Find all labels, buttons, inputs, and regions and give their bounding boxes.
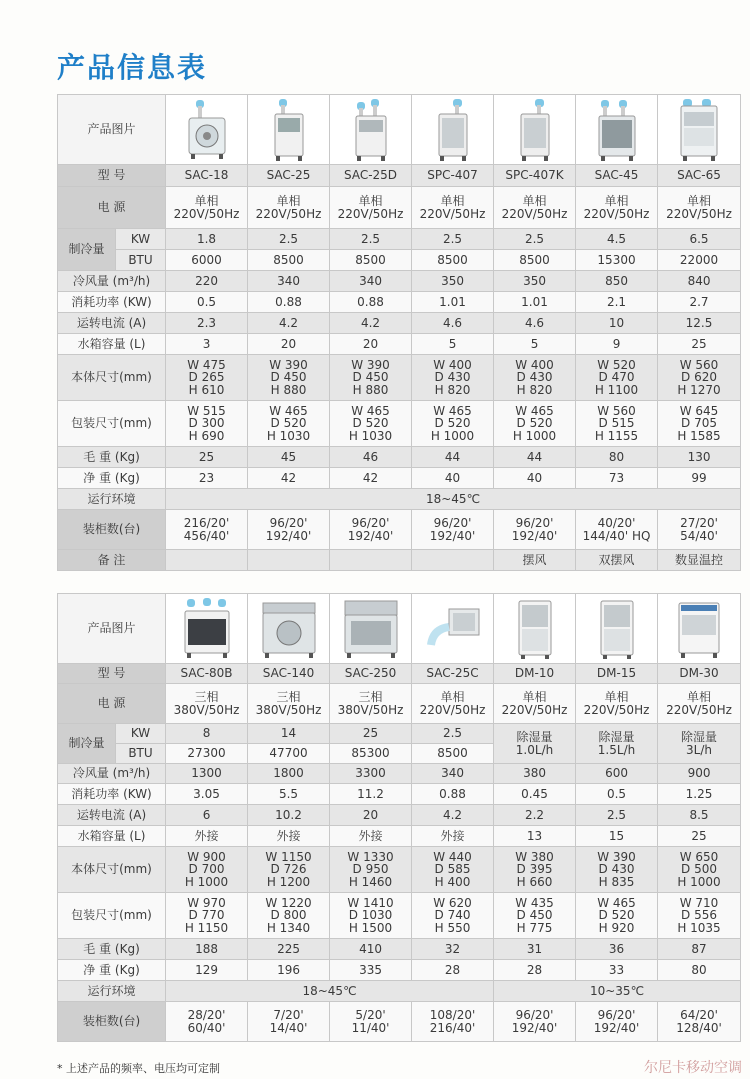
remark-cell: 摆风	[494, 550, 576, 571]
gross-weight-cell: 25	[166, 447, 248, 468]
btu-cell: 22000	[658, 250, 741, 271]
power-cell: 单相 220V/50Hz	[576, 684, 658, 724]
model-cell: SAC-25D	[330, 165, 412, 187]
gross-weight-cell: 32	[412, 939, 494, 960]
power-cell: 单相 220V/50Hz	[412, 684, 494, 724]
label-cooling: 制冷量	[58, 724, 116, 764]
product-image-sac18	[166, 95, 248, 165]
footnote: * 上述产品的频率、电压均可定制	[57, 1062, 220, 1075]
label-net-weight: 净 重 (Kg)	[58, 960, 166, 981]
pack-size-cell: W 465 D 520 H 1030	[248, 401, 330, 447]
power-cell: 单相 220V/50Hz	[166, 187, 248, 229]
body-size-cell: W 560 D 620 H 1270	[658, 355, 741, 401]
label-consumption: 消耗功率 (KW)	[58, 784, 166, 805]
product-image-dm30	[658, 594, 741, 664]
tank-cell: 13	[494, 826, 576, 847]
model-cell: SAC-25	[248, 165, 330, 187]
gross-weight-cell: 46	[330, 447, 412, 468]
pack-size-cell: W 465 D 520 H 1000	[412, 401, 494, 447]
net-weight-cell: 335	[330, 960, 412, 981]
watermark: 尔尼卡移动空调	[644, 1060, 742, 1076]
container-cell: 216/20' 456/40'	[166, 510, 248, 550]
remark-cell	[166, 550, 248, 571]
label-kw: KW	[116, 229, 166, 250]
label-pack-size: 包装尺寸(mm)	[58, 401, 166, 447]
consumption-cell: 11.2	[330, 784, 412, 805]
label-container: 装柜数(台)	[58, 510, 166, 550]
btu-cell: 8500	[248, 250, 330, 271]
current-cell: 2.5	[576, 805, 658, 826]
airflow-cell: 840	[658, 271, 741, 292]
container-cell: 96/20' 192/40'	[576, 1002, 658, 1042]
label-power: 电 源	[58, 684, 166, 724]
tank-cell: 20	[330, 334, 412, 355]
power-cell: 三相 380V/50Hz	[248, 684, 330, 724]
body-size-cell: W 900 D 700 H 1000	[166, 847, 248, 893]
kw-cell: 2.5	[330, 229, 412, 250]
airflow-cell: 340	[412, 764, 494, 784]
airflow-cell: 340	[330, 271, 412, 292]
gross-weight-cell: 130	[658, 447, 741, 468]
gross-weight-cell: 188	[166, 939, 248, 960]
gross-weight-cell: 36	[576, 939, 658, 960]
body-size-cell: W 520 D 470 H 1100	[576, 355, 658, 401]
kw-cell: 4.5	[576, 229, 658, 250]
pack-size-cell: W 435 D 450 H 775	[494, 893, 576, 939]
btu-cell: 47700	[248, 744, 330, 764]
net-weight-cell: 42	[330, 468, 412, 489]
product-image-sac80b	[166, 594, 248, 664]
remark-cell: 数显温控	[658, 550, 741, 571]
kw-cell: 2.5	[412, 724, 494, 744]
tank-cell: 3	[166, 334, 248, 355]
product-table-2	[57, 593, 741, 1042]
label-body-size: 本体尺寸(mm)	[58, 847, 166, 893]
gross-weight-cell: 87	[658, 939, 741, 960]
label-power: 电 源	[58, 187, 166, 229]
airflow-cell: 350	[412, 271, 494, 292]
pack-size-cell: W 560 D 515 H 1155	[576, 401, 658, 447]
body-size-cell: W 400 D 430 H 820	[412, 355, 494, 401]
model-cell: SPC-407K	[494, 165, 576, 187]
product-image-sac25	[248, 95, 330, 165]
label-body-size: 本体尺寸(mm)	[58, 355, 166, 401]
current-cell: 20	[330, 805, 412, 826]
current-cell: 4.2	[412, 805, 494, 826]
btu-cell: 85300	[330, 744, 412, 764]
label-gross-weight: 毛 重 (Kg)	[58, 447, 166, 468]
label-remark: 备 注	[58, 550, 166, 571]
gross-weight-cell: 31	[494, 939, 576, 960]
kw-cell: 2.5	[494, 229, 576, 250]
label-environment: 运行环境	[58, 981, 166, 1002]
consumption-cell: 1.01	[412, 292, 494, 313]
power-cell: 单相 220V/50Hz	[412, 187, 494, 229]
net-weight-cell: 23	[166, 468, 248, 489]
kw-cell: 25	[330, 724, 412, 744]
tank-cell: 5	[494, 334, 576, 355]
kw-cell: 8	[166, 724, 248, 744]
pack-size-cell: W 465 D 520 H 1000	[494, 401, 576, 447]
tank-cell: 20	[248, 334, 330, 355]
product-image-sac25d	[330, 95, 412, 165]
consumption-cell: 2.7	[658, 292, 741, 313]
environment-cell: 18~45℃	[166, 489, 741, 510]
kw-cell: 2.5	[412, 229, 494, 250]
body-size-cell: W 1150 D 726 H 1200	[248, 847, 330, 893]
product-table-1	[57, 94, 741, 571]
product-image-sac45	[576, 95, 658, 165]
current-cell: 10.2	[248, 805, 330, 826]
product-image-sac140	[248, 594, 330, 664]
kw-cell: 6.5	[658, 229, 741, 250]
pack-size-cell: W 1410 D 1030 H 1500	[330, 893, 412, 939]
btu-cell: 8500	[494, 250, 576, 271]
current-cell: 6	[166, 805, 248, 826]
consumption-cell: 0.45	[494, 784, 576, 805]
body-size-cell: W 390 D 450 H 880	[330, 355, 412, 401]
airflow-cell: 220	[166, 271, 248, 292]
label-model: 型 号	[58, 664, 166, 684]
body-size-cell: W 475 D 265 H 610	[166, 355, 248, 401]
label-cooling: 制冷量	[58, 229, 116, 271]
pack-size-cell: W 515 D 300 H 690	[166, 401, 248, 447]
container-cell: 5/20' 11/40'	[330, 1002, 412, 1042]
btu-cell: 6000	[166, 250, 248, 271]
net-weight-cell: 42	[248, 468, 330, 489]
label-product-image: 产品图片	[58, 95, 166, 165]
container-cell: 96/20' 192/40'	[494, 510, 576, 550]
consumption-cell: 0.5	[576, 784, 658, 805]
label-product-image: 产品图片	[58, 594, 166, 664]
power-cell: 单相 220V/50Hz	[658, 684, 741, 724]
airflow-cell: 600	[576, 764, 658, 784]
power-cell: 三相 380V/50Hz	[166, 684, 248, 724]
remark-cell	[330, 550, 412, 571]
body-size-cell: W 380 D 395 H 660	[494, 847, 576, 893]
current-cell: 4.2	[248, 313, 330, 334]
label-environment: 运行环境	[58, 489, 166, 510]
remark-cell: 双摆风	[576, 550, 658, 571]
model-cell: SAC-18	[166, 165, 248, 187]
model-cell: SAC-140	[248, 664, 330, 684]
pack-size-cell: W 620 D 740 H 550	[412, 893, 494, 939]
body-size-cell: W 390 D 450 H 880	[248, 355, 330, 401]
consumption-cell: 0.88	[412, 784, 494, 805]
tank-cell: 15	[576, 826, 658, 847]
container-cell: 96/20' 192/40'	[494, 1002, 576, 1042]
power-cell: 单相 220V/50Hz	[330, 187, 412, 229]
product-image-dm10	[494, 594, 576, 664]
current-cell: 4.6	[494, 313, 576, 334]
pack-size-cell: W 465 D 520 H 1030	[330, 401, 412, 447]
pack-size-cell: W 1220 D 800 H 1340	[248, 893, 330, 939]
current-cell: 10	[576, 313, 658, 334]
label-tank: 水箱容量 (L)	[58, 826, 166, 847]
btu-cell: 15300	[576, 250, 658, 271]
model-cell: SAC-45	[576, 165, 658, 187]
dehumidify-cell: 除湿量 1.0L/h	[494, 724, 576, 764]
consumption-cell: 0.5	[166, 292, 248, 313]
label-net-weight: 净 重 (Kg)	[58, 468, 166, 489]
power-cell: 单相 220V/50Hz	[248, 187, 330, 229]
label-current: 运转电流 (A)	[58, 313, 166, 334]
remark-cell	[248, 550, 330, 571]
container-cell: 64/20' 128/40'	[658, 1002, 741, 1042]
model-cell: DM-30	[658, 664, 741, 684]
kw-cell: 2.5	[248, 229, 330, 250]
container-cell: 96/20' 192/40'	[248, 510, 330, 550]
airflow-cell: 380	[494, 764, 576, 784]
product-image-spc407k	[494, 95, 576, 165]
model-cell: SAC-65	[658, 165, 741, 187]
tank-cell: 25	[658, 334, 741, 355]
tank-cell: 外接	[412, 826, 494, 847]
btu-cell: 27300	[166, 744, 248, 764]
container-cell: 96/20' 192/40'	[330, 510, 412, 550]
net-weight-cell: 40	[412, 468, 494, 489]
tank-cell: 25	[658, 826, 741, 847]
btu-cell: 8500	[330, 250, 412, 271]
pack-size-cell: W 645 D 705 H 1585	[658, 401, 741, 447]
consumption-cell: 1.25	[658, 784, 741, 805]
btu-cell: 8500	[412, 250, 494, 271]
label-airflow: 冷风量 (m³/h)	[58, 271, 166, 292]
body-size-cell: W 1330 D 950 H 1460	[330, 847, 412, 893]
container-cell: 28/20' 60/40'	[166, 1002, 248, 1042]
dehumidify-cell: 除湿量 1.5L/h	[576, 724, 658, 764]
container-cell: 108/20' 216/40'	[412, 1002, 494, 1042]
pack-size-cell: W 710 D 556 H 1035	[658, 893, 741, 939]
airflow-cell: 900	[658, 764, 741, 784]
product-image-sac65	[658, 95, 741, 165]
power-cell: 单相 220V/50Hz	[576, 187, 658, 229]
current-cell: 2.3	[166, 313, 248, 334]
consumption-cell: 2.1	[576, 292, 658, 313]
label-btu: BTU	[116, 744, 166, 764]
airflow-cell: 340	[248, 271, 330, 292]
net-weight-cell: 129	[166, 960, 248, 981]
label-gross-weight: 毛 重 (Kg)	[58, 939, 166, 960]
label-tank: 水箱容量 (L)	[58, 334, 166, 355]
consumption-cell: 3.05	[166, 784, 248, 805]
model-cell: DM-15	[576, 664, 658, 684]
kw-cell: 1.8	[166, 229, 248, 250]
model-cell: SAC-25C	[412, 664, 494, 684]
label-kw: KW	[116, 724, 166, 744]
model-cell: DM-10	[494, 664, 576, 684]
consumption-cell: 0.88	[330, 292, 412, 313]
container-cell: 40/20' 144/40' HQ	[576, 510, 658, 550]
consumption-cell: 5.5	[248, 784, 330, 805]
current-cell: 8.5	[658, 805, 741, 826]
gross-weight-cell: 410	[330, 939, 412, 960]
net-weight-cell: 40	[494, 468, 576, 489]
label-airflow: 冷风量 (m³/h)	[58, 764, 166, 784]
model-cell: SAC-80B	[166, 664, 248, 684]
body-size-cell: W 440 D 585 H 400	[412, 847, 494, 893]
current-cell: 4.6	[412, 313, 494, 334]
net-weight-cell: 196	[248, 960, 330, 981]
gross-weight-cell: 44	[412, 447, 494, 468]
power-cell: 三相 380V/50Hz	[330, 684, 412, 724]
environment-cell: 10~35℃	[494, 981, 741, 1002]
current-cell: 4.2	[330, 313, 412, 334]
net-weight-cell: 80	[658, 960, 741, 981]
product-image-sac25c	[412, 594, 494, 664]
net-weight-cell: 73	[576, 468, 658, 489]
airflow-cell: 1800	[248, 764, 330, 784]
airflow-cell: 3300	[330, 764, 412, 784]
gross-weight-cell: 80	[576, 447, 658, 468]
product-image-dm15	[576, 594, 658, 664]
current-cell: 2.2	[494, 805, 576, 826]
btu-cell: 8500	[412, 744, 494, 764]
power-cell: 单相 220V/50Hz	[494, 187, 576, 229]
tank-cell: 外接	[330, 826, 412, 847]
container-cell: 27/20' 54/40'	[658, 510, 741, 550]
gross-weight-cell: 225	[248, 939, 330, 960]
label-consumption: 消耗功率 (KW)	[58, 292, 166, 313]
pack-size-cell: W 465 D 520 H 920	[576, 893, 658, 939]
tank-cell: 外接	[166, 826, 248, 847]
product-image-spc407	[412, 95, 494, 165]
label-pack-size: 包装尺寸(mm)	[58, 893, 166, 939]
tank-cell: 5	[412, 334, 494, 355]
gross-weight-cell: 45	[248, 447, 330, 468]
consumption-cell: 1.01	[494, 292, 576, 313]
airflow-cell: 1300	[166, 764, 248, 784]
label-btu: BTU	[116, 250, 166, 271]
net-weight-cell: 28	[494, 960, 576, 981]
container-cell: 7/20' 14/40'	[248, 1002, 330, 1042]
power-cell: 单相 220V/50Hz	[658, 187, 741, 229]
gross-weight-cell: 44	[494, 447, 576, 468]
model-cell: SPC-407	[412, 165, 494, 187]
consumption-cell: 0.88	[248, 292, 330, 313]
container-cell: 96/20' 192/40'	[412, 510, 494, 550]
body-size-cell: W 400 D 430 H 820	[494, 355, 576, 401]
airflow-cell: 350	[494, 271, 576, 292]
pack-size-cell: W 970 D 770 H 1150	[166, 893, 248, 939]
label-current: 运转电流 (A)	[58, 805, 166, 826]
label-model: 型 号	[58, 165, 166, 187]
kw-cell: 14	[248, 724, 330, 744]
model-cell: SAC-250	[330, 664, 412, 684]
current-cell: 12.5	[658, 313, 741, 334]
net-weight-cell: 99	[658, 468, 741, 489]
airflow-cell: 850	[576, 271, 658, 292]
body-size-cell: W 650 D 500 H 1000	[658, 847, 741, 893]
page-title: 产品信息表	[57, 51, 208, 84]
power-cell: 单相 220V/50Hz	[494, 684, 576, 724]
body-size-cell: W 390 D 430 H 835	[576, 847, 658, 893]
net-weight-cell: 28	[412, 960, 494, 981]
dehumidify-cell: 除湿量 3L/h	[658, 724, 741, 764]
product-image-sac250	[330, 594, 412, 664]
remark-cell	[412, 550, 494, 571]
tank-cell: 外接	[248, 826, 330, 847]
net-weight-cell: 33	[576, 960, 658, 981]
environment-cell: 18~45℃	[166, 981, 494, 1002]
tank-cell: 9	[576, 334, 658, 355]
label-container: 装柜数(台)	[58, 1002, 166, 1042]
